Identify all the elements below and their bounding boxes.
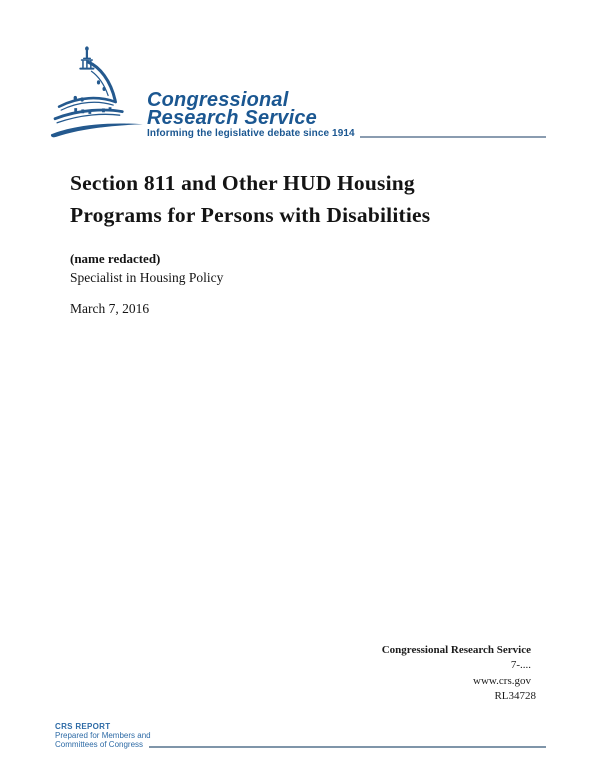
logo-wordmark-line2: Research Service xyxy=(147,107,317,129)
footer-bottom-rule xyxy=(149,746,546,748)
report-title-line2: Programs for Persons with Disabilities xyxy=(70,203,431,227)
footer-committees-row xyxy=(55,741,546,750)
report-title xyxy=(70,167,430,231)
logo-wordmark-line1: Congressional xyxy=(147,89,289,111)
tagline-rule xyxy=(360,136,546,138)
author-name: (name redacted) xyxy=(70,251,161,266)
footer-report-number: RL34728 xyxy=(494,690,536,703)
logo-wordmark xyxy=(147,91,317,127)
footer-crs-report-label: CRS REPORT xyxy=(55,722,111,731)
capitol-dome-icon xyxy=(46,45,147,146)
footer-prepared-line: Prepared for Members and xyxy=(55,730,151,740)
logo-tagline: Informing the legislative debate since 1914 xyxy=(147,128,355,139)
footer-phone: 7-.... xyxy=(510,659,531,672)
footer-org-name: Congressional Research Service xyxy=(381,644,531,656)
footer-committees-line: Committees of Congress xyxy=(55,739,144,749)
footer-website: www.crs.gov xyxy=(473,674,531,687)
report-date: March 7, 2016 xyxy=(70,301,150,316)
footer-contact-block xyxy=(381,643,536,705)
report-title-line1: Section 811 and Other HUD Housing xyxy=(70,171,415,195)
logo-tagline-row xyxy=(147,127,546,140)
author-role: Specialist in Housing Policy xyxy=(70,270,224,285)
footer-crs-block xyxy=(55,723,546,750)
